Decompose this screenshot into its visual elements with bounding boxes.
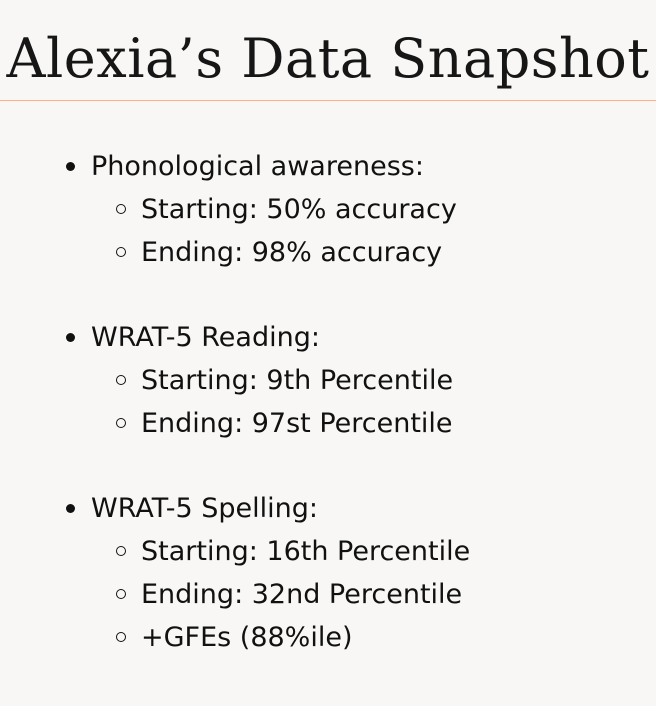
- list-item: [0, 231, 656, 274]
- section-wrat5-reading: [0, 316, 656, 445]
- bullet-dot-icon: [66, 162, 75, 171]
- list-item: [0, 573, 656, 616]
- list-item: [0, 359, 656, 402]
- bullet-circle-icon: [116, 204, 126, 214]
- section-phonological-awareness: [0, 145, 656, 274]
- list-item-text: Starting: 50% accuracy: [141, 194, 457, 225]
- list-item: [0, 188, 656, 231]
- snapshot-list: [0, 145, 656, 701]
- section-heading: [0, 316, 656, 359]
- bullet-dot-icon: [66, 504, 75, 513]
- page-title: Alexia’s Data Snapshot: [6, 27, 650, 90]
- list-item-text: Ending: 32nd Percentile: [141, 579, 463, 610]
- list-item: [0, 530, 656, 573]
- bullet-circle-icon: [116, 375, 126, 385]
- bullet-circle-icon: [116, 589, 126, 599]
- bullet-circle-icon: [116, 247, 126, 257]
- bullet-circle-icon: [116, 632, 126, 642]
- list-item-text: Ending: 97st Percentile: [141, 408, 453, 439]
- section-heading-text: WRAT-5 Reading:: [91, 322, 320, 353]
- list-item-text: Starting: 16th Percentile: [141, 536, 471, 567]
- bullet-dot-icon: [66, 333, 75, 342]
- list-item: [0, 402, 656, 445]
- section-heading-text: Phonological awareness:: [91, 151, 424, 182]
- list-item-text: Ending: 98% accuracy: [141, 237, 443, 268]
- section-heading-text: WRAT-5 Spelling:: [91, 493, 318, 524]
- bullet-circle-icon: [116, 546, 126, 556]
- section-heading: [0, 145, 656, 188]
- list-item: [0, 616, 656, 659]
- list-item-text: +GFEs (88%ile): [141, 622, 353, 653]
- bullet-circle-icon: [116, 418, 126, 428]
- list-item-text: Starting: 9th Percentile: [141, 365, 454, 396]
- section-heading: [0, 487, 656, 530]
- title-divider: [0, 100, 656, 101]
- section-wrat5-spelling: [0, 487, 656, 659]
